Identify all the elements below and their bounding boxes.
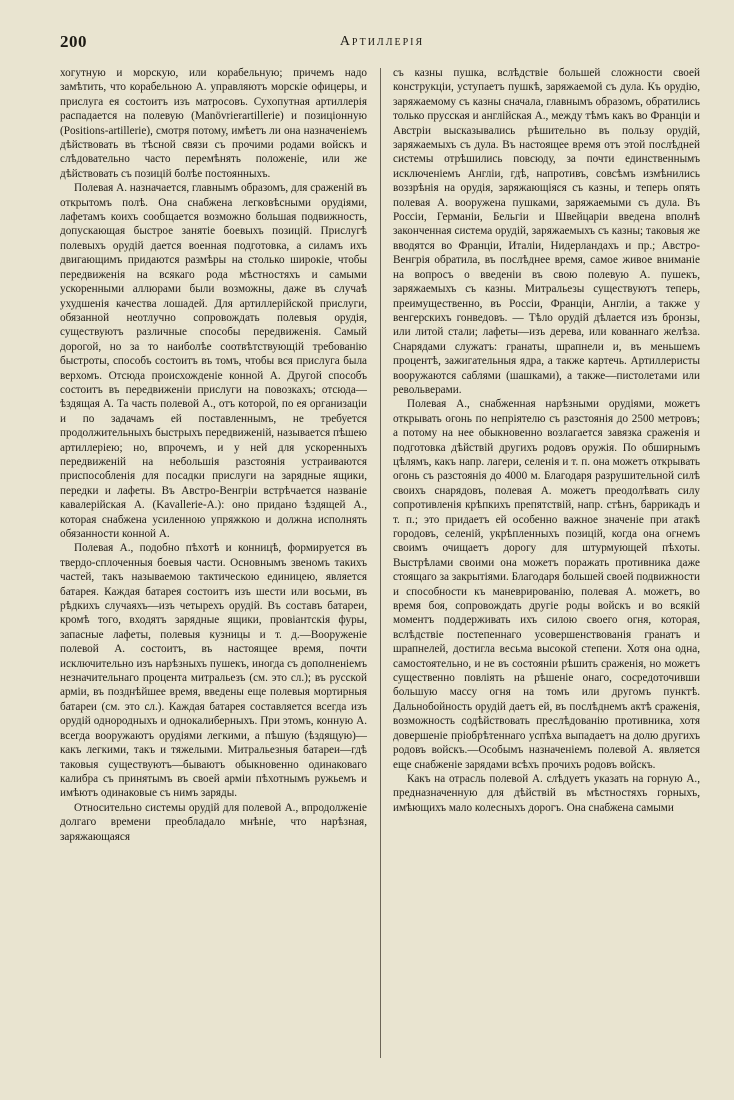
paragraph: Относительно системы орудій для полевой А., впродолженіе долгаго времени преобладало мнѣніе, что нарѣзная, заряжающаяся	[60, 801, 367, 843]
page-number: 200	[60, 32, 87, 51]
page-header	[60, 32, 704, 56]
running-head: Артиллерія	[339, 34, 425, 49]
paragraph: Какъ на отрасль полевой А. слѣдуетъ указать на горную А., предназначенную для дѣйствій въ мѣстностяхъ горныхъ, имѣющихъ мало колесныхъ дорогъ. Она снабжена самыми	[393, 772, 700, 814]
right-column	[393, 66, 700, 1066]
paragraph: Полевая А. назначается, главнымъ образомъ, для сраженій въ открытомъ полѣ. Она снабжена легковѣсными орудіями, лафетамъ коихъ сообщается возможно большая подвижность, допускающая быстрое занятіе боевыхъ позицій. Прислугѣ полевыхъ орудій дается военная подготовка, а силамъ ихъ двигающимъ придаются размѣры на столько широкіе, чтобы передвиженія на всякаго рода мѣстностяхъ и самыми ускоренными аллюрами были возможны, даже въ случаѣ ухудшенія качества лошадей. Для артиллерійской прислуги, обязанной неотлучно сопровождать полевыя орудія, существуютъ различные способы передвиженія. Самый дорогой, но за то наиболѣе соотвѣтствующій требованію быстроты, способъ состоитъ въ томъ, чтобы вся прислуга была верхомъ. Отсюда происхожденіе конной А. Другой способъ состоитъ въ передвиженіи прислуги на повозкахъ; отсюда—ѣздящая А. Та часть полевой А., отъ которой, по ея организаціи и по задачамъ ей поставленнымъ, не требуется продолжительныхъ быстрыхъ передвиженій, называется пѣшею артиллеріею; но, впрочемъ, и у ней для ускоренныхъ передвиженій на небольшія разстоянія устраиваются приспособленія для посадки прислуги на зарядные ящики, передки и лафеты. Въ Австро-Венгріи встрѣчается названіе кавалерійская А. (Kavallerie-A.): оно придано ѣздящей А., которая снабжена усиленною упряжкою и должна исполнять обязанности конной А.	[60, 182, 367, 540]
paragraph: Полевая А., подобно пѣхотѣ и конницѣ, формируется въ твердо-сплоченныя боевыя части. Основнымъ звеномъ такихъ частей, такъ называемою тактическою единицею, является батарея. Каждая батарея состоитъ изъ шести или восьми, въ рѣдкихъ случаяхъ—изъ четырехъ орудій. Въ составъ батареи, кромѣ того, входятъ зарядные ящики, провіантскія фуры, запасные лафеты, полевыя кузницы и т. д.—Вооруженіе полевой А. состоитъ, въ настоящее время, почти исключительно изъ нарѣзныхъ пушекъ, иногда съ дополненіемъ незначительнаго процента митральезъ (см. это сл.); въ русской арміи, въ позднѣйшее время, введены еще полевыя мортирныя батареи (см. это сл.). Каждая батарея составляется всегда изъ орудій однородныхъ и однокалиберныхъ. При этомъ, конную А. всегда вооружаютъ орудіями легкими, а пѣшую (ѣздящую)—какъ легкими, такъ и тяжелыми. Митральезныя батареи—гдѣ таковыя существуютъ—бываютъ обыкновенно одинаковаго калибра съ принятымъ въ своей арміи пѣхотнымъ ружьемъ и имѣютъ одинаковые съ нимъ заряды.	[60, 542, 367, 800]
paragraph: Полевая А., снабженная нарѣзными орудіями, можетъ открывать огонь по непріятелю съ разстоянія до 2500 метровъ; а потому на нее обыкновенно возлагается завязка сраженія и подготовка дѣйствій другихъ родовъ оружія. По обширнымъ цѣлямъ, какъ напр. лагери, селенія и т. п. она можетъ открывать огонь съ разстоянія до 4000 м. Благодаря разрушительной силѣ своихъ снарядовъ, полевая А. можетъ преодолѣвать силу сопротивленія крѣпкихъ препятствій, напр. стѣнъ, баррикадъ и т. п.; это придаетъ ей особенно важное значеніе при атакѣ городовъ, селеній, укрѣпленныхъ позицій, когда она огнемъ своимъ очищаетъ дорогу для штурмующей пѣхоты. Выстрѣлами своими она можетъ поражать противника даже стоящаго за закрытіями. Благодаря большей своей подвижности и способности къ маневрированію, полевая А. можетъ, во время боя, сопровождать другіе роды войскъ и во всякій моментъ поддерживать ихъ силою своего огня, которая, вслѣдствіе постепеннаго усовершенствованія гранатъ и шрапнелей, достигла весьма высокой степени. Хотя она одна, самостоятельно, и не въ состояніи рѣшить сраженія, но можетъ существенно повліять на рѣшеніе онаго, сосредоточивши большую массу огня на томъ или другомъ пунктѣ. Дальнобойность орудій даетъ ей, въ послѣднемъ актѣ сраженія, возможность содѣйствовать преслѣдованію противника, хотя довершеніе пріобрѣтеннаго успѣха выпадаетъ на долю другихъ родовъ войскъ.—Особымъ назначеніемъ полевой А. является еще снабженіе зарядами всѣхъ прочихъ родовъ войскъ.	[393, 398, 700, 771]
paragraph: съ казны пушка, вслѣдствіе большей сложности своей конструкціи, уступаетъ пушкѣ, заряжаемой съ дула. Къ орудію, заряжаемому съ казны сначала, главнымъ образомъ, обратились только прусская и англійская А., между тѣмъ какъ во Франціи и Австріи высказывались рѣшительно въ пользу орудій, заряжаемыхъ съ дула. Въ настоящее время отъ этой послѣдней системы отрѣшились повсюду, за почти единственнымъ исключеніемъ Англіи, гдѣ, напротивъ, совсѣмъ измѣнились воззрѣнія на орудія, заряжающіяся съ казны, и теперь опять полевая А. вооружена пушками, заряжаемыми съ дула. Въ Россіи, Германіи, Бельгіи и Швейцаріи введена вполнѣ законченная система орудій, заряжаемыхъ съ казны; таковыя же вводятся во Франціи, Италіи, Нидерландахъ и пр.; Австро-Венгрія обратила, въ послѣднее время, самое живое вниманіе на вопросъ о введеніи въ свою полевую А. пушекъ, заряжаемыхъ съ казны. Митральезы существуютъ теперь, преимущественно, въ Россіи, Франціи, Англіи, а также у венгерскихъ гонведовъ. — Тѣло орудій дѣлается изъ бронзы, или литой стали; лафеты—изъ дерева, или кованнаго желѣза. Снарядами служатъ: гранаты, шрапнели и, въ меньшемъ процентѣ, зажигательныя ядра, а также картечь. Артиллеристы вооружаются саблями (шашками), а также—пистолетами или револьверами.	[393, 67, 700, 396]
column-divider	[380, 68, 381, 1058]
paragraph: хогутную и морскую, или корабельную; причемъ надо замѣтить, что корабельною А. управляютъ морскіе офицеры, и прислуга ея состоитъ изъ матросовъ. Сухопутная артиллерія распадается на полевую (Manövrierartillerie) и позиціонную (Positions-artillerie), смотря потому, имѣетъ ли она назначеніемъ дѣйствовать въ тѣсной связи съ прочими родами войскъ и слѣдовательно часто перемѣнять положеніе, или же дѣйствовать съ позицій болѣе постоянныхъ.	[60, 67, 367, 180]
left-column	[60, 66, 367, 1066]
